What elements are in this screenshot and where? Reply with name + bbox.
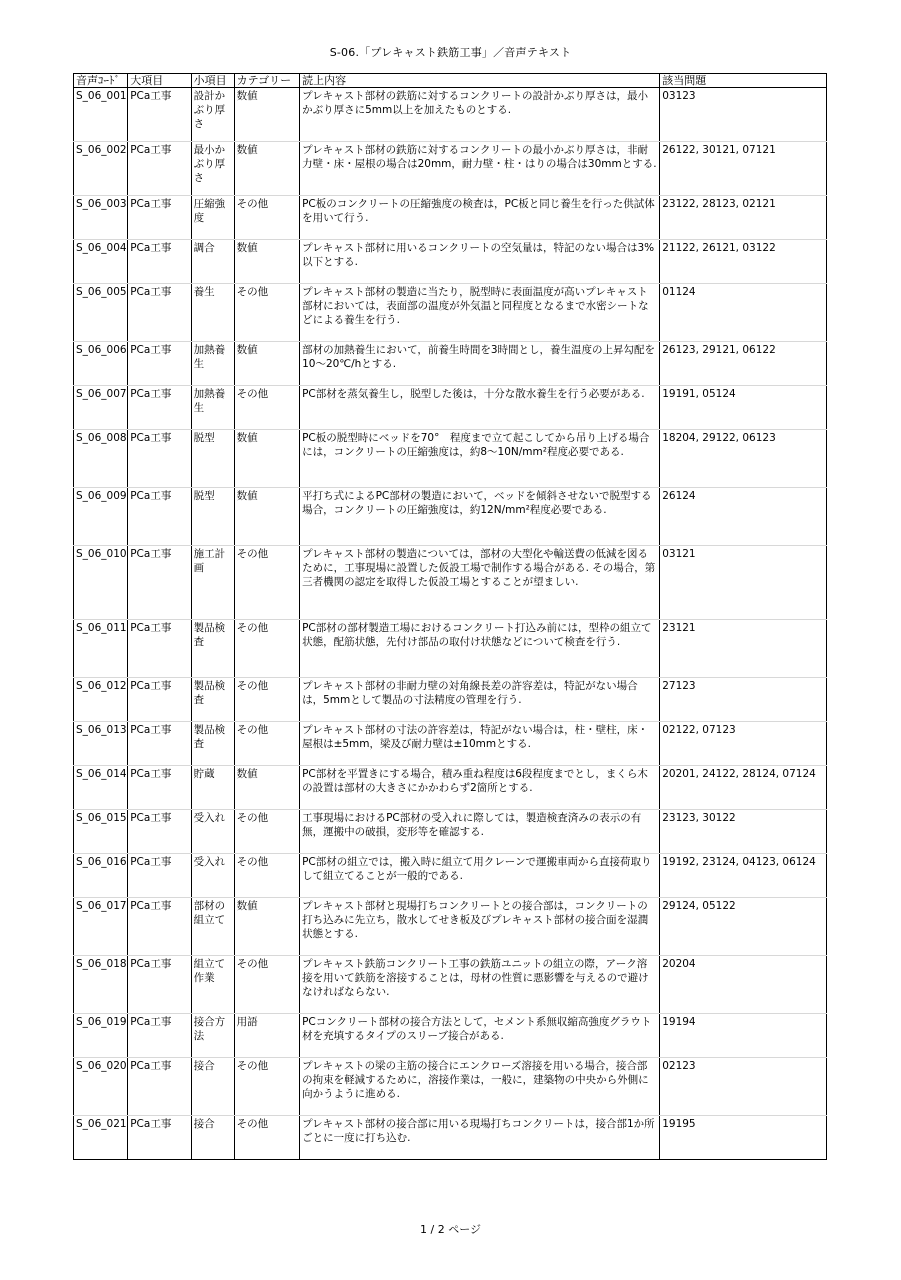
cell-questions: 23121	[660, 620, 827, 678]
cell-category: 数値	[234, 488, 299, 546]
cell-code: S_06_011	[74, 620, 128, 678]
cell-major: PCa工事	[128, 1014, 191, 1058]
header-minor: 小項目	[191, 74, 234, 88]
table-row	[74, 1116, 827, 1160]
cell-questions: 19194	[660, 1014, 827, 1058]
table-row	[74, 956, 827, 1014]
cell-questions: 26123, 29121, 06122	[660, 342, 827, 386]
cell-text: プレキャストの梁の主筋の接合にエンクローズ溶接を用いる場合，接合部の拘束を軽減するために，溶接作業は，一般に，建築物の中央から外側に向かうように進める.	[300, 1058, 660, 1116]
table-row	[74, 1058, 827, 1116]
cell-major: PCa工事	[128, 722, 191, 766]
cell-major: PCa工事	[128, 620, 191, 678]
cell-code: S_06_007	[74, 386, 128, 430]
cell-code: S_06_010	[74, 546, 128, 620]
table-row	[74, 386, 827, 430]
cell-minor: 養生	[191, 284, 234, 342]
cell-code: S_06_012	[74, 678, 128, 722]
cell-major: PCa工事	[128, 284, 191, 342]
cell-major: PCa工事	[128, 240, 191, 284]
cell-code: S_06_003	[74, 196, 128, 240]
cell-code: S_06_009	[74, 488, 128, 546]
cell-major: PCa工事	[128, 430, 191, 488]
cell-code: S_06_019	[74, 1014, 128, 1058]
cell-major: PCa工事	[128, 142, 191, 196]
cell-minor: 脱型	[191, 430, 234, 488]
cell-minor: 加熱養生	[191, 386, 234, 430]
cell-minor: 部材の組立て	[191, 898, 234, 956]
cell-major: PCa工事	[128, 546, 191, 620]
cell-code: S_06_020	[74, 1058, 128, 1116]
table-body	[74, 88, 827, 1160]
table-row	[74, 1014, 827, 1058]
voice-text-table	[73, 73, 827, 1160]
cell-text: プレキャスト部材の製造については，部材の大型化や輸送費の低減を図るために，工事現場に設置した仮設工場で制作する場合がある. その場合，第三者機関の認定を取得した仮設工場とすることが望ましい.	[300, 546, 660, 620]
cell-questions: 02122, 07123	[660, 722, 827, 766]
cell-text: PC板のコンクリートの圧縮強度の検査は，PC板と同じ養生を行った供試体を用いて行う.	[300, 196, 660, 240]
cell-minor: 最小かぶり厚さ	[191, 142, 234, 196]
cell-text: プレキャスト部材と現場打ちコンクリートとの接合部は，コンクリートの打ち込みに先立ち，散水してせき板及びプレキャスト部材の接合面を湿潤状態とする.	[300, 898, 660, 956]
cell-code: S_06_014	[74, 766, 128, 810]
cell-minor: 設計かぶり厚さ	[191, 88, 234, 142]
cell-category: 数値	[234, 430, 299, 488]
cell-category: 数値	[234, 898, 299, 956]
cell-text: プレキャスト部材の鉄筋に対するコンクリートの設計かぶり厚さは，最小かぶり厚さに5mm以上を加えたものとする.	[300, 88, 660, 142]
cell-category: その他	[234, 722, 299, 766]
cell-minor: 受入れ	[191, 854, 234, 898]
cell-questions: 03123	[660, 88, 827, 142]
cell-text: プレキャスト部材の鉄筋に対するコンクリートの最小かぶり厚さは，非耐力壁・床・屋根の場合は20mm，耐力壁・柱・はりの場合は30mmとする.	[300, 142, 660, 196]
cell-text: PCコンクリート部材の接合方法として，セメント系無収縮高強度グラウト材を充填するタイプのスリーブ接合がある.	[300, 1014, 660, 1058]
cell-minor: 接合	[191, 1116, 234, 1160]
cell-questions: 21122, 26121, 03122	[660, 240, 827, 284]
cell-text: プレキャスト鉄筋コンクリート工事の鉄筋ユニットの組立の際，アーク溶接を用いて鉄筋を溶接することは，母材の性質に悪影響を与えるので避けなければならない.	[300, 956, 660, 1014]
cell-major: PCa工事	[128, 342, 191, 386]
cell-minor: 接合	[191, 1058, 234, 1116]
cell-major: PCa工事	[128, 88, 191, 142]
header-questions: 該当問題	[660, 74, 827, 88]
cell-major: PCa工事	[128, 956, 191, 1014]
cell-major: PCa工事	[128, 678, 191, 722]
cell-text: PC部材を平置きにする場合，積み重ね程度は6段程度までとし，まくら木の設置は部材の大きさにかかわらず2箇所とする.	[300, 766, 660, 810]
cell-category: その他	[234, 1116, 299, 1160]
cell-category: その他	[234, 196, 299, 240]
cell-minor: 圧縮強度	[191, 196, 234, 240]
cell-minor: 貯蔵	[191, 766, 234, 810]
cell-category: その他	[234, 284, 299, 342]
cell-questions: 20204	[660, 956, 827, 1014]
table-row	[74, 722, 827, 766]
cell-minor: 受入れ	[191, 810, 234, 854]
cell-questions: 18204, 29122, 06123	[660, 430, 827, 488]
header-code: 音声ｺｰﾄﾞ	[74, 74, 128, 88]
cell-category: その他	[234, 678, 299, 722]
table-row	[74, 766, 827, 810]
table-row	[74, 142, 827, 196]
page-title: S-06.「プレキャスト鉄筋工事」／音声テキスト	[329, 46, 572, 59]
cell-major: PCa工事	[128, 854, 191, 898]
cell-code: S_06_013	[74, 722, 128, 766]
cell-major: PCa工事	[128, 196, 191, 240]
cell-category: その他	[234, 1058, 299, 1116]
cell-questions: 19192, 23124, 04123, 06124	[660, 854, 827, 898]
cell-questions: 29124, 05122	[660, 898, 827, 956]
cell-text: プレキャスト部材の製造に当たり，脱型時に表面温度が高いプレキャスト部材においては，表面部の温度が外気温と同程度となるまで水密シートなどによる養生を行う.	[300, 284, 660, 342]
cell-minor: 接合方法	[191, 1014, 234, 1058]
cell-text: 工事現場におけるPC部材の受入れに際しては，製造検査済みの表示の有無，運搬中の破損，変形等を確認する.	[300, 810, 660, 854]
table-row	[74, 196, 827, 240]
cell-text: 平打ち式によるPC部材の製造において，ベッドを傾斜させないで脱型する場合，コンクリートの圧縮強度は，約12N/mm²程度必要である.	[300, 488, 660, 546]
cell-code: S_06_018	[74, 956, 128, 1014]
page-footer: 1 / 2 ページ	[420, 1223, 481, 1236]
cell-minor: 製品検査	[191, 678, 234, 722]
cell-major: PCa工事	[128, 766, 191, 810]
cell-text: プレキャスト部材の非耐力壁の対角線長差の許容差は，特記がない場合は，5mmとして製品の寸法精度の管理を行う.	[300, 678, 660, 722]
cell-questions: 26124	[660, 488, 827, 546]
cell-questions: 27123	[660, 678, 827, 722]
cell-category: 数値	[234, 88, 299, 142]
cell-text: PC部材の組立では，搬入時に組立て用クレーンで運搬車両から直接荷取りして組立てることが一般的である.	[300, 854, 660, 898]
cell-code: S_06_006	[74, 342, 128, 386]
cell-category: 数値	[234, 342, 299, 386]
table-row	[74, 546, 827, 620]
cell-minor: 製品検査	[191, 722, 234, 766]
cell-text: 部材の加熱養生において，前養生時間を3時間とし，養生温度の上昇勾配を10～20℃/hとする.	[300, 342, 660, 386]
cell-minor: 調合	[191, 240, 234, 284]
cell-code: S_06_002	[74, 142, 128, 196]
cell-code: S_06_005	[74, 284, 128, 342]
cell-major: PCa工事	[128, 1058, 191, 1116]
cell-category: その他	[234, 386, 299, 430]
cell-major: PCa工事	[128, 810, 191, 854]
cell-text: PC部材の部材製造工場におけるコンクリート打込み前には，型枠の組立て状態，配筋状態，先付け部品の取付け状態などについて検査を行う.	[300, 620, 660, 678]
cell-minor: 加熱養生	[191, 342, 234, 386]
cell-questions: 26122, 30121, 07121	[660, 142, 827, 196]
cell-major: PCa工事	[128, 1116, 191, 1160]
cell-major: PCa工事	[128, 488, 191, 546]
header-major: 大項目	[128, 74, 191, 88]
cell-questions: 19195	[660, 1116, 827, 1160]
header-text: 読上内容	[300, 74, 660, 88]
cell-code: S_06_021	[74, 1116, 128, 1160]
cell-questions: 20201, 24122, 28124, 07124	[660, 766, 827, 810]
cell-code: S_06_004	[74, 240, 128, 284]
cell-minor: 製品検査	[191, 620, 234, 678]
table-row	[74, 810, 827, 854]
table-row	[74, 678, 827, 722]
cell-code: S_06_015	[74, 810, 128, 854]
table-row	[74, 88, 827, 142]
cell-questions: 23122, 28123, 02121	[660, 196, 827, 240]
cell-category: その他	[234, 546, 299, 620]
cell-category: 用語	[234, 1014, 299, 1058]
cell-questions: 01124	[660, 284, 827, 342]
table-row	[74, 342, 827, 386]
cell-code: S_06_001	[74, 88, 128, 142]
table-row	[74, 240, 827, 284]
table-row	[74, 854, 827, 898]
cell-major: PCa工事	[128, 898, 191, 956]
table-header-row	[74, 74, 827, 88]
cell-questions: 23123, 30122	[660, 810, 827, 854]
cell-text: プレキャスト部材の接合部に用いる現場打ちコンクリートは，接合部1か所ごとに一度に打ち込む.	[300, 1116, 660, 1160]
cell-text: PC部材を蒸気養生し，脱型した後は，十分な散水養生を行う必要がある.	[300, 386, 660, 430]
cell-text: プレキャスト部材に用いるコンクリートの空気量は，特記のない場合は3%以下とする.	[300, 240, 660, 284]
cell-category: 数値	[234, 766, 299, 810]
cell-category: その他	[234, 956, 299, 1014]
cell-questions: 03121	[660, 546, 827, 620]
cell-minor: 脱型	[191, 488, 234, 546]
cell-category: その他	[234, 854, 299, 898]
table-row	[74, 430, 827, 488]
cell-category: 数値	[234, 240, 299, 284]
table-row	[74, 284, 827, 342]
cell-questions: 19191, 05124	[660, 386, 827, 430]
cell-minor: 組立て作業	[191, 956, 234, 1014]
cell-text: PC板の脱型時にベッドを70° 程度まで立て起こしてから吊り上げる場合には，コンクリートの圧縮強度は，約8～10N/mm²程度必要である.	[300, 430, 660, 488]
cell-code: S_06_017	[74, 898, 128, 956]
cell-category: その他	[234, 810, 299, 854]
header-category: カテゴリー	[234, 74, 299, 88]
cell-category: その他	[234, 620, 299, 678]
cell-code: S_06_016	[74, 854, 128, 898]
cell-major: PCa工事	[128, 386, 191, 430]
cell-category: 数値	[234, 142, 299, 196]
cell-minor: 施工計画	[191, 546, 234, 620]
table-row	[74, 620, 827, 678]
cell-code: S_06_008	[74, 430, 128, 488]
cell-text: プレキャスト部材の寸法の許容差は，特記がない場合は，柱・壁柱，床・屋根は±5mm，梁及び耐力壁は±10mmとする.	[300, 722, 660, 766]
table-row	[74, 488, 827, 546]
table-row	[74, 898, 827, 956]
cell-questions: 02123	[660, 1058, 827, 1116]
